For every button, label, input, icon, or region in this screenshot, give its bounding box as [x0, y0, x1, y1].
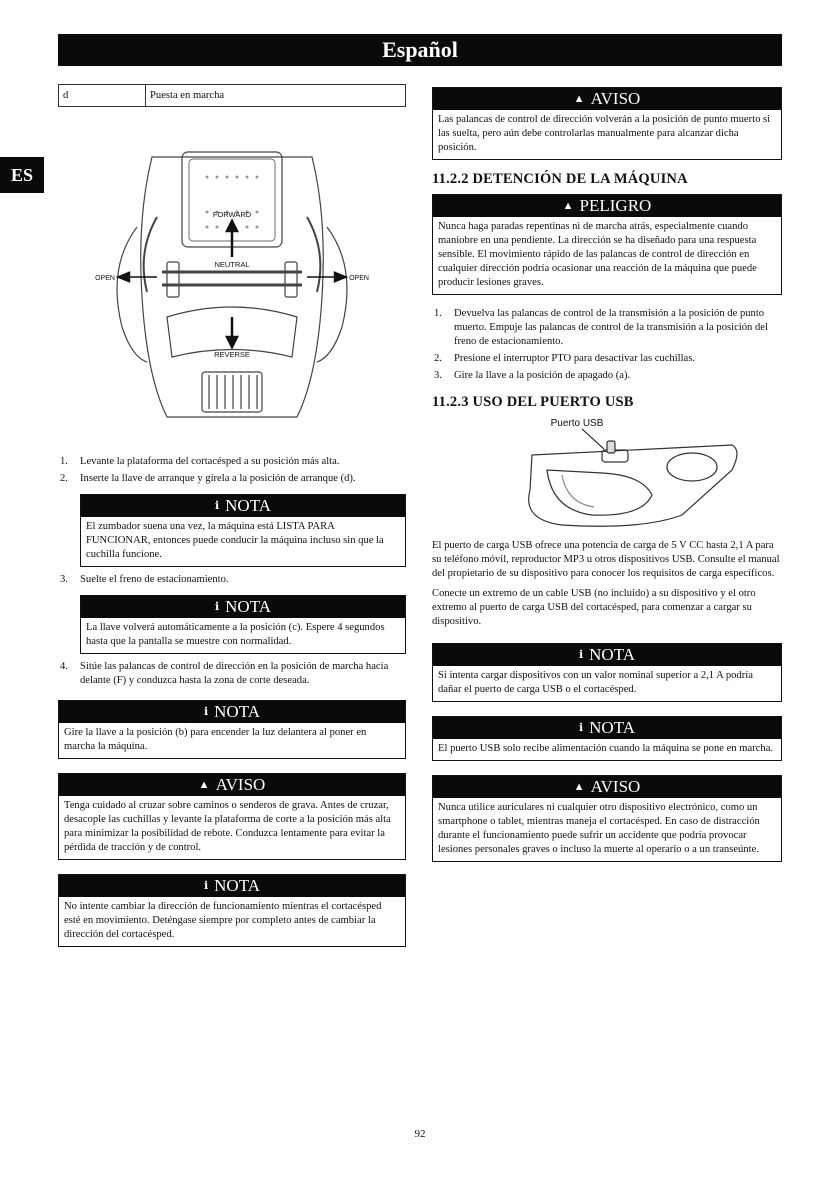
warning-icon: ▲: [198, 779, 210, 791]
nota-box-2: [80, 595, 406, 654]
page-number: 92: [414, 1128, 426, 1140]
step-text: Gire la llave a la posición de apagado (a).: [454, 370, 631, 381]
nota-text: Gire la llave a la posición (b) para encender la luz delantera al poner en marcha la máquina.: [64, 727, 367, 752]
list-item: [432, 352, 782, 366]
nota-label: NOTA: [214, 702, 261, 721]
usb-port-label: Puerto USB: [550, 418, 604, 429]
list-item: [58, 455, 406, 469]
nota-box-4: [58, 874, 406, 947]
nota-label: NOTA: [225, 496, 272, 515]
step-number: 1.: [60, 456, 68, 467]
list-item: [432, 307, 782, 349]
nota-label: NOTA: [589, 645, 636, 664]
peligro-label: PELIGRO: [579, 196, 652, 215]
section-heading-usb: 11.2.3 USO DEL PUERTO USB: [432, 394, 634, 410]
aviso-text: Nunca utilice auriculares ni cualquier otro dispositivo electrónico, como un smartphone o tablet, mientras maneja el cortacésped. En caso de distracción durante el funcionamiento puede sufrir un accidente que podría provocar lesiones personales graves o incluso la muerte al operario o a un transeúnte.: [438, 802, 760, 855]
nota-label: NOTA: [214, 876, 261, 895]
open-right-label: OPEN: [349, 275, 369, 282]
aviso-label: AVISO: [590, 89, 641, 108]
list-item: [58, 573, 406, 587]
step-3-list: [58, 573, 406, 587]
nota-header: [81, 596, 405, 618]
table-cell: Puesta en marcha: [146, 85, 406, 107]
peligro-box: [432, 194, 782, 295]
table-cell: d: [59, 85, 146, 107]
step-number: 4.: [60, 661, 68, 672]
right-column: [432, 84, 782, 862]
nota-box-5: [432, 643, 782, 702]
nota-label: NOTA: [225, 597, 272, 616]
usb-port-illustration: [442, 415, 772, 533]
aviso-header: [433, 88, 781, 110]
aviso-text: Las palancas de control de dirección volverán a la posición de punto muerto si las suelta, pero aún debe controlarlas manualmente para alcanzar dicha posición.: [438, 114, 771, 153]
language-tab: ES: [0, 157, 44, 193]
peligro-header: [433, 195, 781, 217]
info-icon: ℹ: [214, 601, 220, 613]
aviso-box-2: [432, 775, 782, 862]
stop-steps-list: [432, 307, 782, 383]
nota-header: [59, 875, 405, 897]
peligro-text: Nunca haga paradas repentinas ni de marcha atrás, especialmente cuando maniobre en una pendiente. La dirección se ha diseñado para una respuesta sensible. El movimiento rápido de las palancas de control de dirección en cualquier dirección podría ocasionar una reacción de la máquina que puede producir lesiones graves.: [438, 221, 757, 288]
table-row: [59, 85, 406, 107]
nota-box-6: [432, 716, 782, 761]
step-text: Sitúe las palancas de control de dirección en la posición de marcha hacia delante (F) y conduzca hasta la zona de corte deseada.: [80, 661, 389, 686]
step-number: 2.: [434, 353, 442, 364]
aviso-header: [433, 776, 781, 798]
step-number: 2.: [60, 473, 68, 484]
mower-top-view-illustration: [67, 117, 397, 447]
page-header: [58, 34, 782, 66]
step-text: Levante la plataforma del cortacésped a su posición más alta.: [80, 456, 340, 467]
step-text: Inserte la llave de arranque y gírela a la posición de arranque (d).: [80, 473, 356, 484]
mower-control-figure: [67, 117, 397, 447]
nota-label: NOTA: [589, 718, 636, 737]
nota-header: [59, 701, 405, 723]
key-position-table: [58, 84, 406, 107]
list-item: [432, 369, 782, 383]
page-header-title: Español: [382, 37, 458, 62]
usb-paragraph-2: Conecte un extremo de un cable USB (no incluido) a su dispositivo y el otro extremo al puerto de carga USB del cortacésped, para comenzar a cargar su dispositivo.: [432, 588, 756, 627]
step-number: 3.: [434, 370, 442, 381]
nota-text: Si intenta cargar dispositivos con un valor nominal superior a 2,1 A podría dañar el puerto de carga USB o el cortacésped.: [438, 670, 753, 695]
info-icon: ℹ: [203, 880, 209, 892]
nota-text: La llave volverá automáticamente a la posición (c). Espere 4 segundos hasta que la pantalla se muestre con normalidad.: [86, 622, 385, 647]
aviso-box-1: [58, 773, 406, 860]
list-item: [58, 472, 406, 486]
nota-box-1: [80, 494, 406, 567]
forward-label: FORWARD: [212, 210, 252, 219]
info-icon: ℹ: [214, 500, 220, 512]
step-text: Suelte el freno de estacionamiento.: [80, 574, 229, 585]
step-number: 1.: [434, 308, 442, 319]
open-left-label: OPEN: [95, 275, 115, 282]
nota-text: El zumbador suena una vez, la máquina está LISTA PARA FUNCIONAR, entonces puede conducir la máquina incluso sin que la cuchilla funcione.: [86, 521, 384, 560]
usb-paragraph-1: El puerto de carga USB ofrece una potencia de carga de 5 V CC hasta 2,1 A para su teléfono móvil, reproductor MP3 u otros dispositivos USB. Consulte el manual del propietario de su dispositivo para conocer los requisitos de carga específicos.: [432, 540, 780, 579]
nota-header: [433, 717, 781, 739]
reverse-label: REVERSE: [214, 350, 250, 359]
nota-text: No intente cambiar la dirección de funcionamiento mientras el cortacésped esté en movimiento. Deténgase siempre por completo antes de cambiar la dirección del cortacésped.: [64, 901, 382, 940]
step-4-list: [58, 660, 406, 688]
usb-port-figure: [442, 415, 772, 533]
aviso-text: Tenga cuidado al cruzar sobre caminos o senderos de grava. Antes de cruzar, desacople las cuchillas y levante la plataforma de corte a la posición más alta para minimizar la posibilidad de rebote. Conduzca lentamente para evitar la pérdida de tracción y de control.: [64, 800, 391, 853]
aviso-label: AVISO: [215, 775, 266, 794]
aviso-header: [59, 774, 405, 796]
nota-box-3: [58, 700, 406, 759]
neutral-label: NEUTRAL: [214, 260, 250, 269]
step-text: Devuelva las palancas de control de la transmisión a la posición de punto muerto. Empuje las palancas de control de la transmisión a la posición del freno de estacionamiento.: [454, 308, 768, 347]
nota-header: [433, 644, 781, 666]
info-icon: ℹ: [578, 722, 584, 734]
warning-icon: ▲: [562, 200, 574, 212]
step-text: Presione el interruptor PTO para desactivar las cuchillas.: [454, 353, 696, 364]
nota-header: [81, 495, 405, 517]
section-heading-stop: 11.2.2 DETENCIÓN DE LA MÁQUINA: [432, 171, 688, 187]
step-number: 3.: [60, 574, 68, 585]
warning-icon: ▲: [573, 93, 585, 105]
nota-text: El puerto USB solo recibe alimentación cuando la máquina se pone en marcha.: [438, 743, 774, 754]
start-steps-list: [58, 455, 406, 486]
aviso-label: AVISO: [590, 777, 641, 796]
info-icon: ℹ: [578, 649, 584, 661]
warning-icon: ▲: [573, 781, 585, 793]
list-item: [58, 660, 406, 688]
info-icon: ℹ: [203, 706, 209, 718]
left-column: [58, 84, 406, 947]
aviso-box-top: [432, 87, 782, 160]
